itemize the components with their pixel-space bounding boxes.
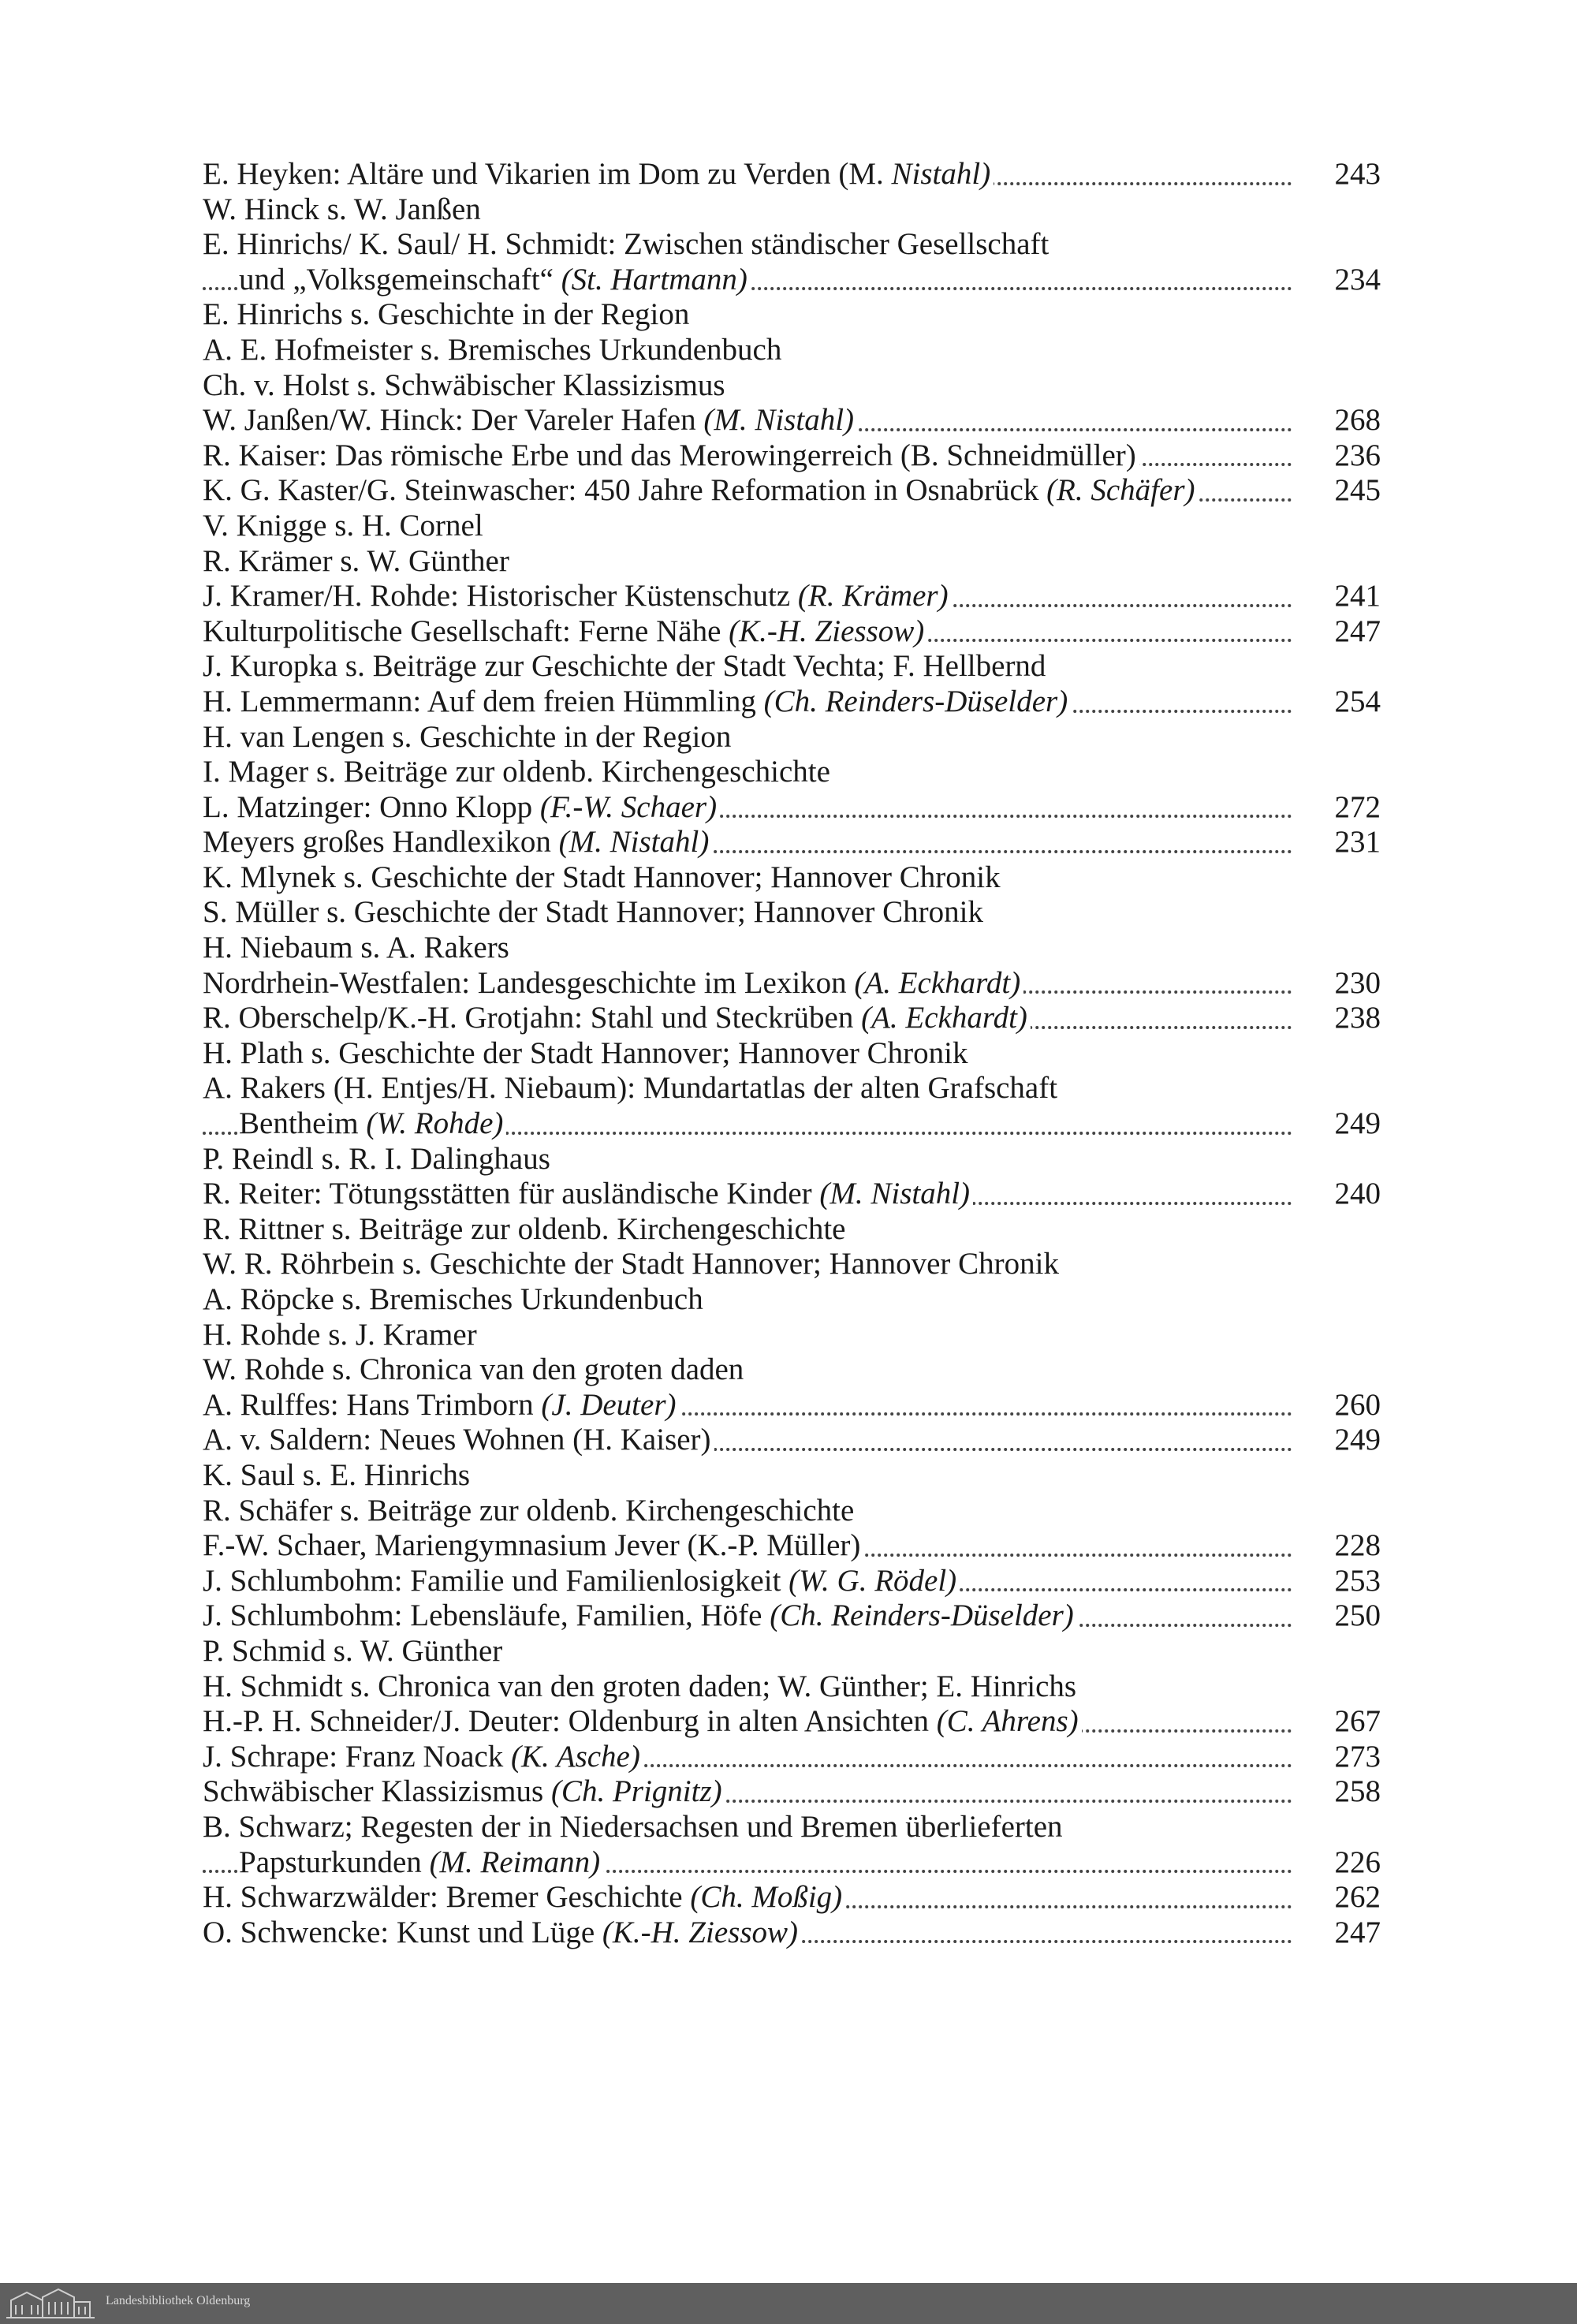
entry-page-number: 241 [1302, 579, 1381, 614]
entry-page-number: 238 [1302, 1001, 1381, 1036]
index-entry [203, 1494, 1381, 1529]
index-entry [203, 1423, 1381, 1458]
index-entry [203, 1036, 1381, 1072]
entry-title: O. Schwencke: Kunst und Lüge [203, 1915, 602, 1949]
entry-page-number: 226 [1302, 1845, 1381, 1881]
entry-page-number: 262 [1302, 1880, 1381, 1916]
entry-title: H.-P. H. Schneider/J. Deuter: Oldenburg in alten Ansichten [203, 1704, 937, 1739]
index-entry [203, 1740, 1381, 1775]
entry-reviewer: (Ch. Reinders-Düselder) [763, 684, 1068, 718]
entry-text [203, 1669, 1079, 1703]
index-entry [203, 509, 1381, 544]
library-building-icon [3, 2286, 98, 2321]
index-entry [203, 1282, 1381, 1318]
entry-title: A. Rulffes: Hans Trimborn [203, 1387, 542, 1422]
entry-reviewer: (M. Nistahl) [703, 403, 855, 438]
entry-title: W. Janßen/W. Hinck: Der Vareler Hafen [203, 403, 704, 438]
entry-title: E. Hinrichs s. Geschichte in der Region [203, 297, 690, 332]
index-entry [203, 1212, 1381, 1248]
entry-title: R. Kaiser: Das römische Erbe und das Merowingerreich (B. Schneidmüller) [203, 438, 1136, 472]
index-list [203, 157, 1381, 1950]
entry-reviewer: (J. Deuter) [541, 1387, 677, 1422]
entry-title: F.-W. Schaer, Mariengymnasium Jever (K.-P. Müller) [203, 1528, 861, 1563]
entry-title: Schwäbischer Klassizismus [203, 1774, 551, 1809]
entry-title: Bentheim [239, 1106, 367, 1141]
entry-text [203, 1388, 680, 1422]
entry-reviewer: (K.-H. Ziessow) [729, 614, 925, 648]
entry-page-number: 250 [1302, 1598, 1381, 1634]
entry-title: J. Schrape: Franz Noack [203, 1739, 511, 1774]
entry-title: K. Saul s. E. Hinrichs [203, 1457, 471, 1492]
index-entry [203, 1247, 1381, 1282]
entry-title: H. Rohde s. J. Kramer [203, 1317, 477, 1352]
entry-text [239, 263, 751, 297]
entry-reviewer: (M. Nistahl) [819, 1177, 971, 1211]
index-entry [203, 1458, 1381, 1494]
entry-text [203, 860, 1004, 894]
entry-text [203, 966, 1023, 1000]
entry-text [203, 227, 1052, 261]
entry-title: J. Schlumbohm: Lebensläufe, Familien, Höfe [203, 1598, 770, 1633]
entry-text [203, 895, 986, 929]
entry-text [203, 614, 927, 648]
entry-title: R. Schäfer s. Beiträge zur oldenb. Kirchengeschichte [203, 1493, 855, 1528]
entry-text [239, 1845, 603, 1879]
entry-title: R. Krämer s. W. Günther [203, 543, 509, 578]
index-entry [203, 263, 1381, 298]
entry-page-number: 249 [1302, 1423, 1381, 1458]
entry-title: H. Schwarzwälder: Bremer Geschichte [203, 1880, 691, 1915]
entry-text [203, 1916, 801, 1949]
entry-text [203, 755, 833, 789]
index-entry [203, 966, 1381, 1002]
index-entry [203, 685, 1381, 720]
entry-reviewer: (K. Asche) [510, 1739, 640, 1774]
index-entry [203, 544, 1381, 580]
entry-reviewer: (A. Eckhardt) [854, 965, 1021, 1000]
footer-label: Landesbibliothek Oldenburg [106, 2294, 251, 2307]
entry-text [203, 720, 734, 754]
index-entry [203, 1142, 1381, 1177]
entry-text [203, 1458, 473, 1492]
entry-title: Kulturpolitische Gesellschaft: Ferne Nähe [203, 614, 729, 648]
entry-reviewer: (Ch. Prignitz) [550, 1774, 722, 1809]
entry-page-number: 247 [1302, 1916, 1381, 1951]
entry-text [203, 297, 692, 331]
entry-text [239, 1106, 506, 1140]
entry-title: E. Hinrichs/ K. Saul/ H. Schmidt: Zwischen ständischer Gesellschaft [203, 227, 1049, 262]
entry-title: R. Oberschelp/K.-H. Grotjahn: Stahl und Steckrüben [203, 1001, 862, 1035]
entry-text [203, 473, 1199, 507]
index-entry [203, 931, 1381, 966]
entry-text [203, 333, 785, 367]
entry-title: A. E. Hofmeister s. Bremisches Urkundenbuch [203, 332, 782, 367]
entry-reviewer: (F.-W. Schaer) [539, 789, 718, 824]
entry-text [203, 1810, 1066, 1844]
entry-title: H. van Lengen s. Geschichte in der Region [203, 719, 732, 754]
entry-page-number: 267 [1302, 1704, 1381, 1740]
entry-text [203, 1177, 973, 1210]
index-entry [203, 333, 1381, 368]
index-entry [203, 1001, 1381, 1036]
entry-text [203, 1318, 480, 1352]
index-entry [203, 438, 1381, 474]
index-entry [203, 720, 1381, 755]
entry-reviewer: (C. Ahrens) [936, 1704, 1079, 1739]
entry-page-number: 243 [1302, 157, 1381, 192]
entry-reviewer: (Ch. Reinders-Düselder) [770, 1598, 1074, 1633]
entry-page-number: 247 [1302, 614, 1381, 650]
index-entry [203, 1669, 1381, 1705]
entry-text [203, 368, 729, 402]
entry-title: K. Mlynek s. Geschichte der Stadt Hannover; Hannover Chronik [203, 860, 1001, 894]
index-entry [203, 1704, 1381, 1740]
index-entry [203, 860, 1381, 896]
entry-text [203, 825, 712, 859]
entry-title: J. Kuropka s. Beiträge zur Geschichte der Stadt Vechta; F. Hellbernd [203, 649, 1046, 684]
entry-title: und „Volksgemeinschaft“ [239, 262, 561, 297]
entry-title: H. Schmidt s. Chronica van den groten daden; W. Günther; E. Hinrichs [203, 1669, 1077, 1703]
entry-text [203, 1282, 706, 1316]
index-entry [203, 1318, 1381, 1353]
entry-text [203, 509, 487, 543]
entry-title: W. Hinck s. W. Janßen [203, 192, 481, 226]
index-entry [203, 1388, 1381, 1423]
index-entry [203, 895, 1381, 931]
entry-text [203, 1880, 845, 1914]
index-entry [203, 297, 1381, 333]
entry-title: K. G. Kaster/G. Steinwascher: 450 Jahre Reformation in Osnabrück [203, 473, 1047, 508]
index-entry [203, 192, 1381, 228]
entry-text [203, 685, 1071, 718]
entry-text [203, 649, 1049, 683]
entry-title: L. Matzinger: Onno Klopp [203, 789, 540, 824]
entry-page-number: 230 [1302, 966, 1381, 1002]
entry-text [203, 1564, 960, 1598]
index-entry [203, 227, 1381, 263]
entry-page-number: 268 [1302, 403, 1381, 438]
entry-page-number: 234 [1302, 263, 1381, 298]
entry-title: P. Schmid s. W. Günther [203, 1633, 503, 1668]
footer-bar [0, 2283, 1577, 2324]
entry-reviewer: (W. G. Rödel) [788, 1563, 957, 1598]
entry-title: H. Niebaum s. A. Rakers [203, 931, 509, 965]
index-entry [203, 614, 1381, 650]
entry-text [203, 403, 857, 437]
entry-text [203, 1494, 857, 1528]
index-entry [203, 1528, 1381, 1564]
entry-text [203, 1247, 1062, 1281]
entry-title: V. Knigge s. H. Cornel [203, 508, 483, 543]
entry-text [203, 1071, 1061, 1105]
entry-page-number: 228 [1302, 1528, 1381, 1564]
entry-page-number: 240 [1302, 1177, 1381, 1212]
entry-text [203, 1528, 863, 1562]
entry-title: R. Reiter: Tötungsstätten für ausländische Kinder [203, 1177, 820, 1211]
entry-text [203, 1352, 747, 1386]
entry-text [203, 157, 994, 191]
index-entry [203, 473, 1381, 509]
index-entry [203, 1774, 1381, 1810]
index-entry [203, 1177, 1381, 1212]
index-entry [203, 1598, 1381, 1634]
entry-title: A. Röpcke s. Bremisches Urkundenbuch [203, 1282, 703, 1316]
entry-reviewer: (R. Schäfer) [1046, 473, 1195, 508]
index-entry [203, 579, 1381, 614]
entry-text [203, 1740, 643, 1774]
entry-page-number: 236 [1302, 438, 1381, 474]
entry-reviewer: (St. Hartmann) [561, 262, 747, 297]
entry-title: H. Plath s. Geschichte der Stadt Hannover; Hannover Chronik [203, 1035, 968, 1070]
entry-title: H. Lemmermann: Auf dem freien Hümmling [203, 684, 764, 718]
entry-page-number: 253 [1302, 1564, 1381, 1599]
entry-page-number: 254 [1302, 685, 1381, 720]
entry-page-number: 249 [1302, 1106, 1381, 1142]
entry-text [203, 438, 1139, 472]
entry-reviewer: (W. Rohde) [366, 1106, 504, 1141]
entry-page-number: 231 [1302, 825, 1381, 860]
entry-title: R. Rittner s. Beiträge zur oldenb. Kirchengeschichte [203, 1211, 846, 1246]
entry-text [203, 1598, 1077, 1632]
entry-text [203, 544, 513, 578]
index-entry [203, 1845, 1381, 1881]
entry-reviewer: (R. Krämer) [797, 579, 949, 614]
entry-page-number: 258 [1302, 1774, 1381, 1810]
entry-text [203, 1036, 971, 1070]
entry-text [203, 1774, 725, 1808]
entry-text [203, 1634, 505, 1668]
entry-title: Meyers großes Handlexikon [203, 825, 559, 860]
entry-title: E. Heyken: Altäre und Vikarien im Dom zu Verden (M. [203, 157, 892, 191]
index-entry [203, 1880, 1381, 1916]
entry-page-number: 260 [1302, 1388, 1381, 1423]
entry-text [203, 790, 720, 824]
index-entry [203, 1564, 1381, 1599]
entry-page-number: 245 [1302, 473, 1381, 509]
entry-page-number: 272 [1302, 790, 1381, 826]
entry-text [203, 931, 513, 964]
entry-title: S. Müller s. Geschichte der Stadt Hannover; Hannover Chronik [203, 895, 983, 930]
entry-reviewer: (Ch. Moßig) [690, 1880, 843, 1915]
entry-title: I. Mager s. Beiträge zur oldenb. Kirchengeschichte [203, 755, 830, 789]
entry-title: W. R. Röhrbein s. Geschichte der Stadt Hannover; Hannover Chronik [203, 1247, 1060, 1281]
entry-text [203, 1704, 1082, 1738]
index-entry [203, 1352, 1381, 1388]
entry-title: P. Reindl s. R. I. Dalinghaus [203, 1141, 550, 1176]
entry-title: Nordrhein-Westfalen: Landesgeschichte im Lexikon [203, 965, 855, 1000]
entry-text [203, 579, 952, 613]
index-entry [203, 1916, 1381, 1951]
index-entry [203, 790, 1381, 826]
entry-text [203, 1212, 849, 1246]
entry-text [203, 1423, 714, 1457]
index-entry [203, 368, 1381, 404]
entry-reviewer: (M. Reimann) [429, 1845, 601, 1879]
index-entry [203, 403, 1381, 438]
index-entry [203, 825, 1381, 860]
entry-title: J. Schlumbohm: Familie und Familienlosigkeit [203, 1563, 789, 1598]
entry-reviewer: (K.-H. Ziessow) [602, 1915, 798, 1949]
index-entry [203, 755, 1381, 790]
entry-text [203, 192, 484, 226]
entry-title: B. Schwarz; Regesten der in Niedersachsen und Bremen überlieferten [203, 1809, 1063, 1844]
index-entry [203, 157, 1381, 192]
entry-reviewer: Nistahl) [891, 157, 991, 191]
entry-title: A. v. Saldern: Neues Wohnen (H. Kaiser) [203, 1423, 711, 1457]
entry-title: A. Rakers (H. Entjes/H. Niebaum): Mundartatlas der alten Grafschaft [203, 1071, 1058, 1106]
entry-text [203, 1142, 554, 1176]
index-entry [203, 1071, 1381, 1106]
entry-title: J. Kramer/H. Rohde: Historischer Küstenschutz [203, 579, 798, 614]
entry-reviewer: (A. Eckhardt) [861, 1001, 1027, 1035]
index-entry [203, 1106, 1381, 1142]
entry-reviewer: (M. Nistahl) [558, 825, 710, 860]
entry-title: W. Rohde s. Chronica van den groten daden [203, 1352, 744, 1387]
index-entry [203, 1810, 1381, 1845]
index-entry [203, 1634, 1381, 1669]
entry-page-number: 273 [1302, 1740, 1381, 1775]
entry-title: Ch. v. Holst s. Schwäbischer Klassizismus [203, 367, 725, 402]
entry-title: Papsturkunden [239, 1845, 430, 1879]
index-entry [203, 649, 1381, 685]
entry-text [203, 1001, 1031, 1035]
